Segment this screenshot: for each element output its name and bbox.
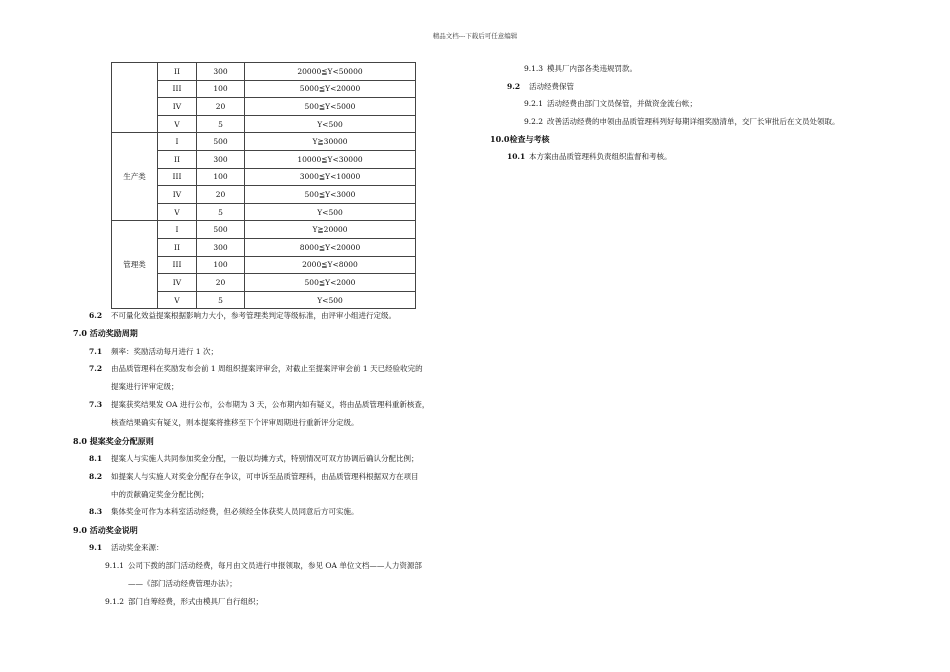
range-cell: Y<500 bbox=[245, 291, 416, 309]
category-cell bbox=[112, 63, 158, 133]
level-cell: II bbox=[158, 238, 197, 256]
points-cell: 20 bbox=[197, 98, 245, 116]
level-cell: II bbox=[158, 150, 197, 168]
range-cell: 500≦Y<2000 bbox=[245, 274, 416, 292]
level-cell: V bbox=[158, 115, 197, 133]
points-cell: 20 bbox=[197, 274, 245, 292]
level-cell: III bbox=[158, 80, 197, 98]
range-cell: 8000≦Y<20000 bbox=[245, 238, 416, 256]
range-cell: 20000≦Y<50000 bbox=[245, 63, 416, 81]
range-cell: Y<500 bbox=[245, 115, 416, 133]
table-row bbox=[112, 63, 416, 81]
points-cell: 100 bbox=[197, 256, 245, 274]
category-cell: 生产类 bbox=[112, 133, 158, 221]
points-cell: 500 bbox=[197, 133, 245, 151]
table-row bbox=[112, 221, 416, 239]
level-cell: IV bbox=[158, 274, 197, 292]
table-row bbox=[112, 291, 416, 309]
level-cell: V bbox=[158, 291, 197, 309]
range-cell: Y≧30000 bbox=[245, 133, 416, 151]
table-row bbox=[112, 98, 416, 116]
range-cell: 3000≦Y<10000 bbox=[245, 168, 416, 186]
table-row bbox=[112, 256, 416, 274]
table-row bbox=[112, 274, 416, 292]
level-cell: IV bbox=[158, 98, 197, 116]
heading-7: 7.0 活动奖励周期 bbox=[73, 328, 138, 338]
range-cell: 10000≦Y<30000 bbox=[245, 150, 416, 168]
points-cell: 5 bbox=[197, 203, 245, 221]
heading-10: 10.0检查与考核 bbox=[490, 134, 550, 144]
level-cell: III bbox=[158, 168, 197, 186]
table-row bbox=[112, 150, 416, 168]
table-row bbox=[112, 203, 416, 221]
table-row bbox=[112, 80, 416, 98]
range-cell: 500≦Y<3000 bbox=[245, 186, 416, 204]
level-cell: III bbox=[158, 256, 197, 274]
range-cell: 2000≦Y<8000 bbox=[245, 256, 416, 274]
table-row bbox=[112, 133, 416, 151]
table-row bbox=[112, 186, 416, 204]
level-cell: I bbox=[158, 133, 197, 151]
points-cell: 5 bbox=[197, 291, 245, 309]
heading-8: 8.0 提案奖金分配原则 bbox=[73, 436, 154, 446]
range-cell: 5000≦Y<20000 bbox=[245, 80, 416, 98]
points-cell: 300 bbox=[197, 238, 245, 256]
points-cell: 300 bbox=[197, 63, 245, 81]
level-cell: I bbox=[158, 221, 197, 239]
range-cell: Y<500 bbox=[245, 203, 416, 221]
header-note: 精品文档---下载后可任意编辑 bbox=[432, 32, 518, 40]
award-level-table bbox=[111, 62, 416, 309]
category-cell: 管理类 bbox=[112, 221, 158, 309]
level-cell: V bbox=[158, 203, 197, 221]
heading-9: 9.0 活动奖金说明 bbox=[73, 525, 138, 535]
table-row bbox=[112, 168, 416, 186]
points-cell: 300 bbox=[197, 150, 245, 168]
range-cell: 500≦Y<5000 bbox=[245, 98, 416, 116]
table-row bbox=[112, 115, 416, 133]
level-cell: IV bbox=[158, 186, 197, 204]
points-cell: 100 bbox=[197, 168, 245, 186]
level-cell: II bbox=[158, 63, 197, 81]
points-cell: 100 bbox=[197, 80, 245, 98]
table-row bbox=[112, 238, 416, 256]
points-cell: 20 bbox=[197, 186, 245, 204]
points-cell: 5 bbox=[197, 115, 245, 133]
range-cell: Y≧20000 bbox=[245, 221, 416, 239]
points-cell: 500 bbox=[197, 221, 245, 239]
